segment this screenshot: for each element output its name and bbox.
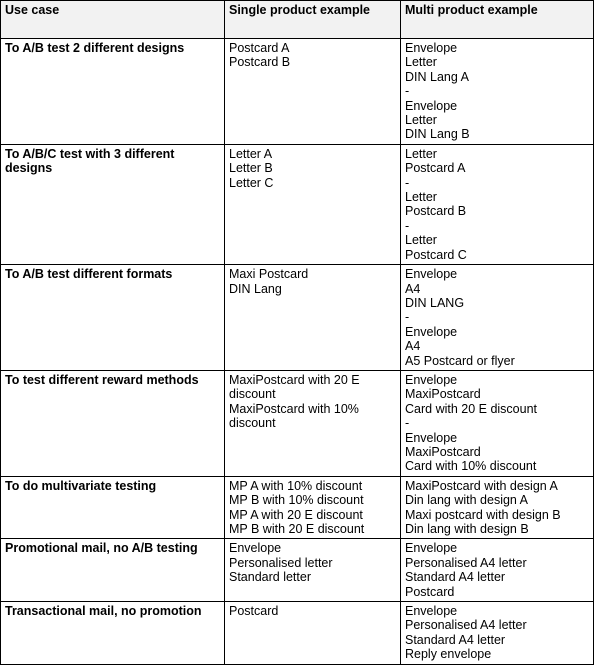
multi-product-item: A4: [405, 339, 421, 354]
multi-product-item: Envelope: [405, 372, 458, 387]
multi-product-item: Letter: [405, 233, 437, 248]
multi-product-item: Postcard: [405, 584, 455, 599]
multi-product-item: A5 Postcard or flyer: [405, 353, 515, 368]
table-body: [1, 39, 594, 665]
single-product-cell: [225, 39, 401, 145]
use-case-cell: To A/B test 2 different designs: [1, 39, 225, 145]
use-case-cell: To test different reward methods: [1, 370, 225, 476]
multi-product-item: MaxiPostcard with design A: [405, 478, 558, 493]
single-product-item: Letter C: [229, 175, 274, 190]
multi-product-item: Envelope: [405, 430, 458, 445]
single-product-cell: [225, 370, 401, 476]
multi-product-item: -: [405, 175, 410, 190]
single-product-item: Letter B: [229, 161, 273, 176]
multi-product-item: -: [405, 416, 410, 431]
single-product-item: MaxiPostcard with 20 E discount: [229, 372, 360, 402]
single-product-item: MP B with 10% discount: [229, 493, 364, 508]
multi-product-item: DIN Lang A: [405, 69, 469, 84]
single-product-item: Postcard: [229, 604, 279, 619]
multi-product-item: Din lang with design B: [405, 522, 529, 536]
table-row: [1, 602, 594, 665]
single-product-item: Maxi Postcard: [229, 267, 309, 282]
table-row: [1, 39, 594, 145]
multi-product-cell: [401, 265, 594, 371]
multi-product-item: A4: [405, 281, 421, 296]
header-single-product: Single product example: [225, 1, 401, 39]
multi-product-item: DIN LANG: [405, 295, 465, 310]
single-product-item: Postcard A: [229, 41, 290, 55]
multi-product-item: Envelope: [405, 541, 458, 556]
single-product-item: Envelope: [229, 541, 282, 556]
multi-product-item: Letter: [405, 113, 437, 128]
single-product-item: DIN Lang: [229, 281, 282, 296]
single-product-item: Letter A: [229, 146, 273, 161]
use-case-cell: Promotional mail, no A/B testing: [1, 539, 225, 602]
multi-product-item: -: [405, 84, 410, 99]
table-row: [1, 476, 594, 539]
multi-product-item: Letter: [405, 146, 437, 161]
table-row: [1, 144, 594, 264]
single-product-item: MP A with 20 E discount: [229, 507, 363, 522]
multi-product-item: Letter: [405, 55, 437, 70]
use-case-cell: To A/B/C test with 3 different designs: [1, 144, 225, 264]
single-product-item: MP A with 10% discount: [229, 478, 363, 493]
single-product-cell: [225, 539, 401, 602]
multi-product-cell: [401, 39, 594, 145]
multi-product-item: Reply envelope: [405, 647, 492, 662]
multi-product-item: Letter: [405, 190, 437, 205]
multi-product-item: Maxi postcard with design B: [405, 507, 561, 522]
use-case-cell: To do multivariate testing: [1, 476, 225, 539]
use-case-cell: Transactional mail, no promotion: [1, 602, 225, 665]
table-row: [1, 265, 594, 371]
multi-product-cell: [401, 144, 594, 264]
multi-product-item: DIN Lang B: [405, 127, 470, 142]
table-header-row: [1, 1, 594, 39]
multi-product-item: Postcard A: [405, 161, 466, 176]
multi-product-item: Standard A4 letter: [405, 570, 506, 585]
multi-product-item: Envelope: [405, 41, 458, 55]
multi-product-item: -: [405, 218, 410, 233]
single-product-cell: [225, 265, 401, 371]
multi-product-item: Envelope: [405, 604, 458, 619]
multi-product-cell: [401, 539, 594, 602]
multi-product-cell: [401, 476, 594, 539]
multi-product-item: Din lang with design A: [405, 493, 528, 508]
single-product-item: MP B with 20 E discount: [229, 522, 365, 536]
single-product-item: MaxiPostcard with 10% discount: [229, 401, 359, 431]
multi-product-item: Personalised A4 letter: [405, 555, 527, 570]
multi-product-item: Envelope: [405, 324, 458, 339]
multi-product-item: MaxiPostcard: [405, 387, 481, 402]
single-product-item: Postcard B: [229, 55, 291, 70]
multi-product-item: MaxiPostcard: [405, 444, 481, 459]
multi-product-item: Card with 20 E discount: [405, 401, 538, 416]
multi-product-item: Postcard B: [405, 204, 467, 219]
multi-product-item: Personalised A4 letter: [405, 618, 527, 633]
multi-product-item: Envelope: [405, 267, 458, 282]
multi-product-item: Envelope: [405, 98, 458, 113]
multi-product-item: Card with 10% discount: [405, 459, 537, 474]
multi-product-item: Standard A4 letter: [405, 632, 506, 647]
header-use-case: Use case: [1, 1, 225, 39]
multi-product-item: Postcard C: [405, 247, 467, 262]
table-row: [1, 370, 594, 476]
header-multi-product: Multi product example: [401, 1, 594, 39]
table-row: [1, 539, 594, 602]
single-product-item: Standard letter: [229, 570, 311, 585]
single-product-item: Personalised letter: [229, 555, 333, 570]
single-product-cell: [225, 602, 401, 665]
multi-product-cell: [401, 602, 594, 665]
single-product-cell: [225, 144, 401, 264]
use-case-cell: To A/B test different formats: [1, 265, 225, 371]
single-product-cell: [225, 476, 401, 539]
multi-product-item: -: [405, 310, 410, 325]
multi-product-cell: [401, 370, 594, 476]
